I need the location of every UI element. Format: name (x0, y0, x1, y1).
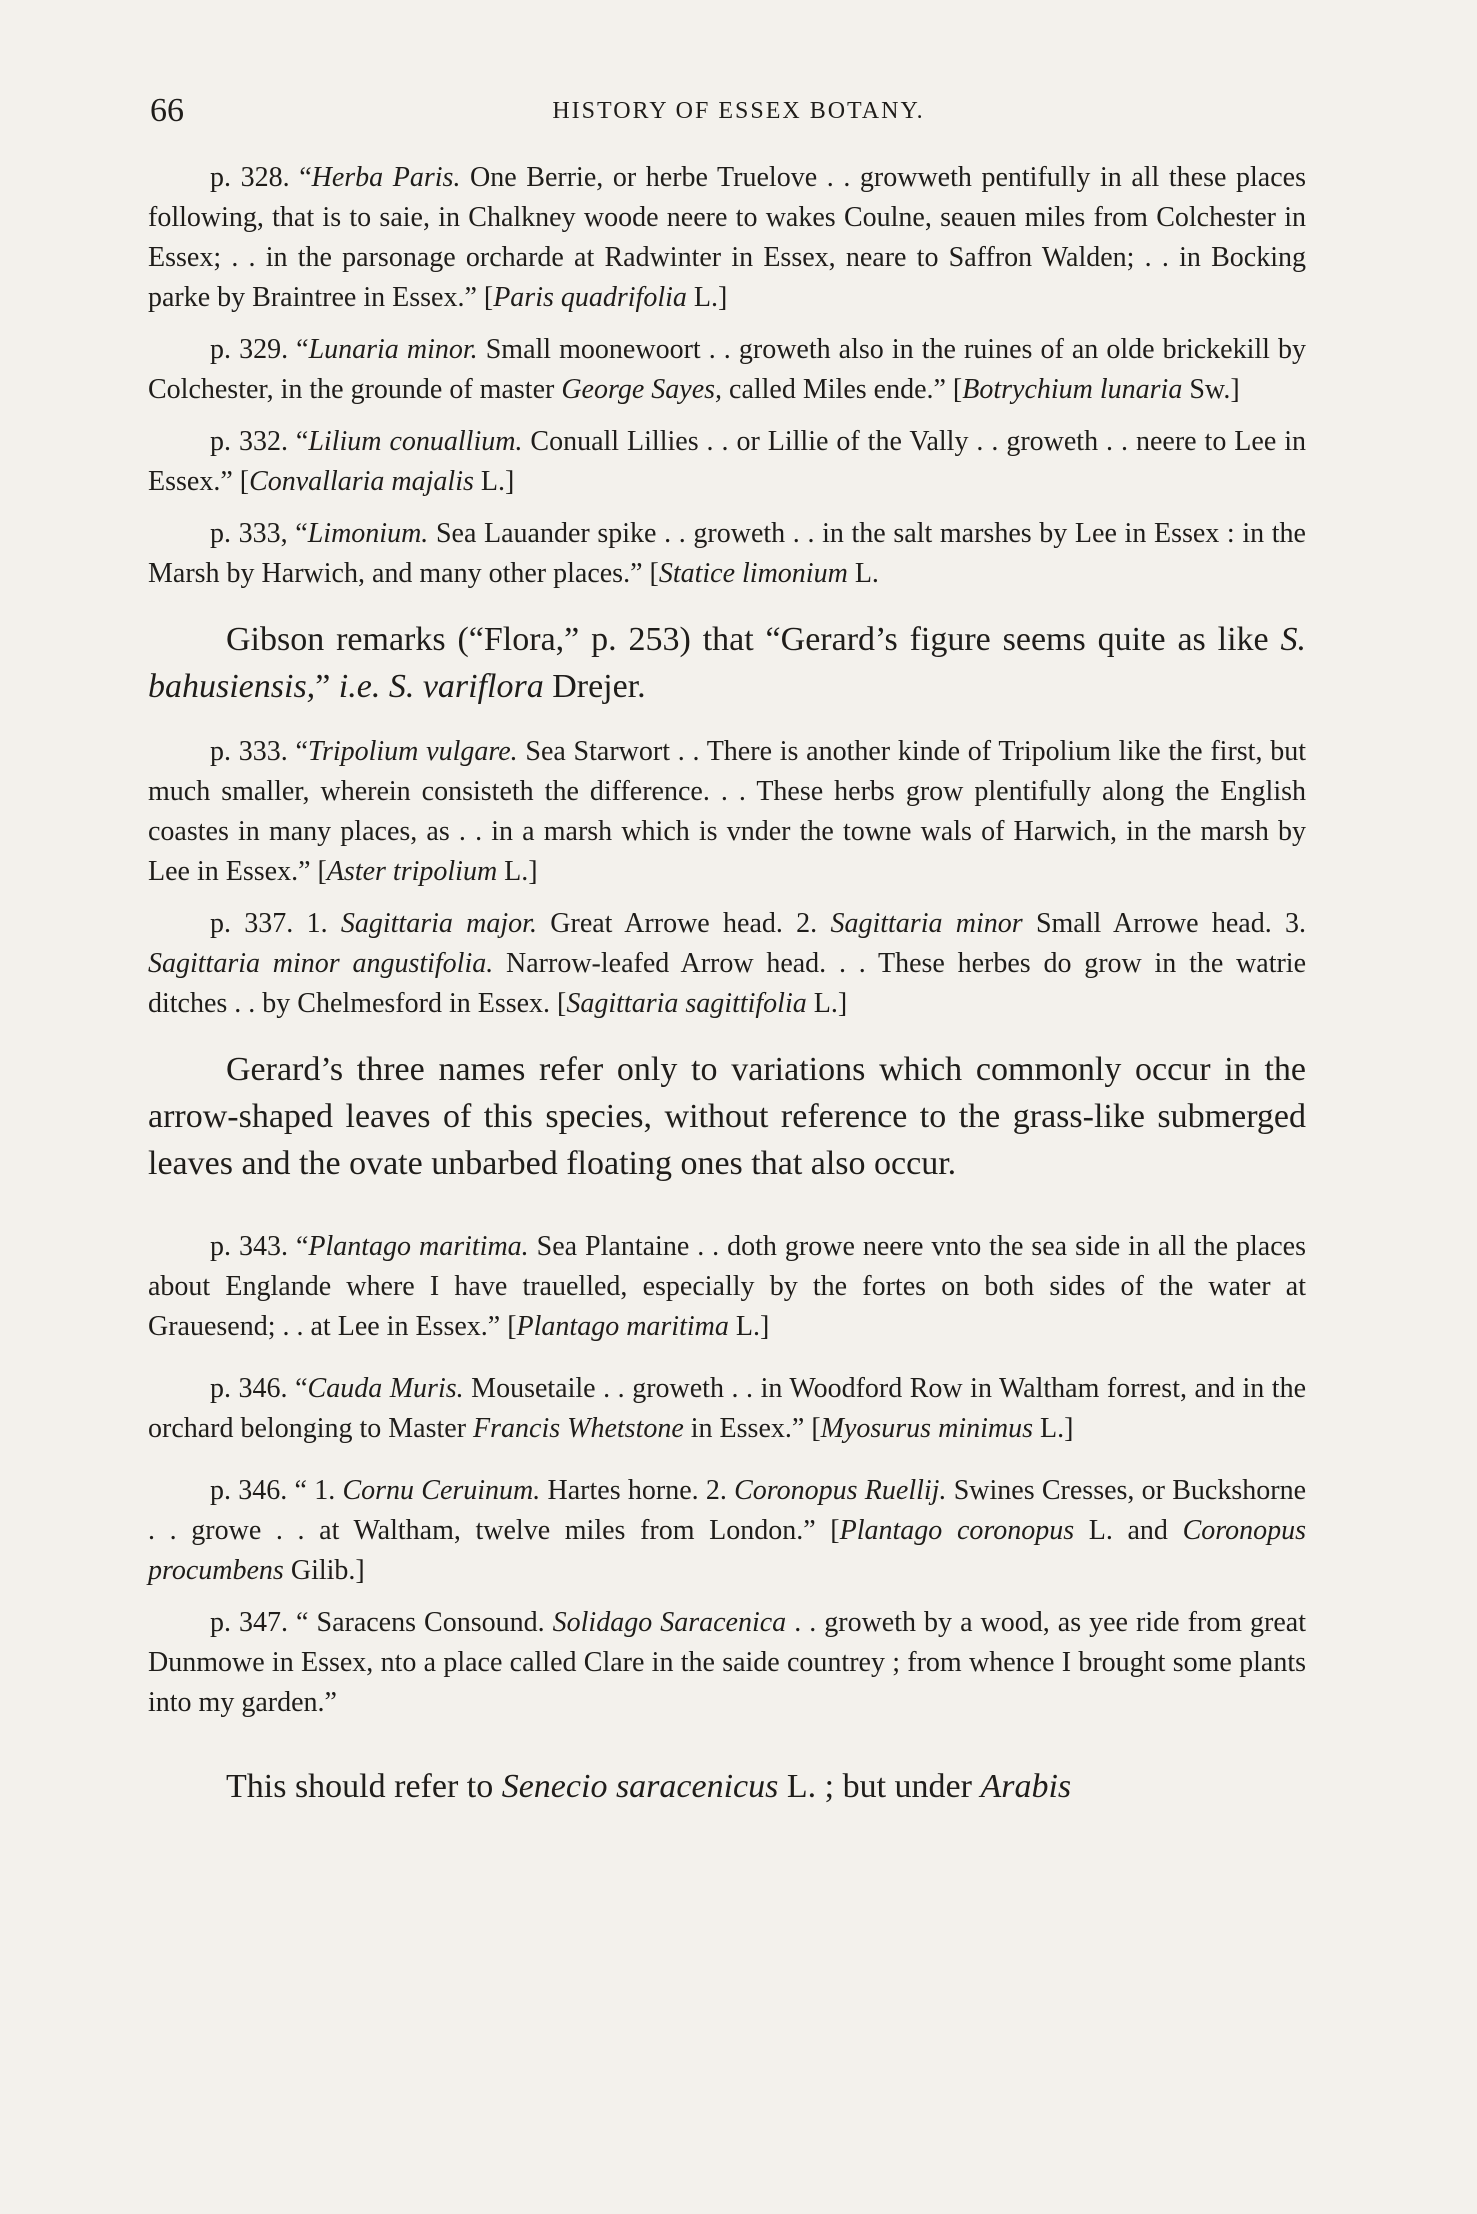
entry-limonium (148, 514, 1306, 594)
text-run: Small Arrowe head. 3. (1022, 908, 1306, 939)
entry-cornu-ceruinum (148, 1471, 1306, 1591)
italic-name: Paris quadrifolia (493, 282, 687, 313)
running-title: HISTORY OF ESSEX BOTANY. (552, 98, 925, 124)
text-run: p. 347. “ Saracens Consound. (210, 1607, 553, 1638)
text-run: L. ; but under (778, 1768, 981, 1805)
italic-name: Herba Paris. (311, 162, 461, 193)
entry-lilium-conuallium (148, 422, 1306, 502)
italic-name: Limonium. (307, 518, 429, 549)
text-run: p. 333. “ (210, 736, 308, 767)
text-run: Hartes horne. 2. (540, 1475, 735, 1506)
text-run: L.] (686, 282, 728, 313)
commentary-gerard-names (148, 1046, 1306, 1187)
text-run: L. and (1074, 1515, 1183, 1546)
entry-sagittaria (148, 904, 1306, 1024)
text-run: Swines Cresses, or Buckshorne . . growe . . at Waltham, twelve miles from London.” [ (148, 1475, 1306, 1546)
text-run: Narrow-leafed Arrow head. . . These herbes do grow in the watrie ditches . . by Chelmesford in Essex. [ (148, 948, 1307, 1019)
text-run: . . groweth by a wood, as yee ride from great Dunmowe in Essex, nto a place called Clare in the saide countrey ; from whence I brought some plants into my garden.” (148, 1607, 1306, 1718)
entry-saracens-consound (148, 1603, 1306, 1723)
italic-name: Lunaria minor. (308, 334, 478, 365)
page-number: 66 (150, 92, 184, 129)
text-run: Sea Lauander spike . . groweth . . in the salt marshes by Lee in Essex : in the Marsh by Harwich, and many other places.” [ (148, 518, 1306, 589)
italic-name: George Sayes, (561, 374, 723, 405)
italic-name: Aster tripolium (326, 856, 498, 887)
text-run: Gilib.] (283, 1555, 365, 1586)
text-run: p. 333, “ (210, 518, 308, 549)
italic-name: Sagittaria minor angustifolia. (148, 948, 494, 979)
text-run: This should refer to (226, 1768, 502, 1805)
italic-name: Sagittaria major. (340, 908, 537, 939)
italic-name: Coronopus Ruellij. (734, 1475, 947, 1506)
page-body (148, 158, 1306, 1810)
italic-name: S. bahusiensis, (148, 621, 1306, 705)
text-run: Sea Starwort . . There is another kinde of Tripolium like the first, but much smaller, wherein consisteth the difference. . . These herbs grow plentifully along the English coastes in many places, as . . in a marsh which is vnder the towne wals of Harwich, in the marsh by Lee in Essex.” [ (148, 736, 1306, 887)
text-run: One Berrie, or herbe Truelove . . growweth pentifully in all these places following, that is to saie, in Chalkney woode neere to wakes Coulne, seauen miles from Colchester in Essex; . . in the parsonage orcharde at Radwinter in Essex, neare to Saffron Walden; . . in Bocking parke by Braintree in Essex.” [ (148, 162, 1306, 313)
text-run: Sea Plantaine . . doth growe neere vnto the sea side in all the places about Englande where I have trauelled, especially by the fortes on both sides of the water at Grauesend; . . at Lee in Essex.” [ (148, 1231, 1306, 1342)
italic-name: Tripolium vulgare. (307, 736, 518, 767)
text-run: L.] (806, 988, 848, 1019)
text-run: Sw.] (1182, 374, 1240, 405)
text-run: Small moonewoort . . groweth also in the ruines of an olde brickekill by Colchester, in the grounde of master (148, 334, 1306, 405)
text-run: Mousetaile . . groweth . . in Woodford Row in Waltham forrest, and in the orchard belonging to Master (148, 1373, 1307, 1444)
italic-name: Francis Whetstone (473, 1413, 684, 1444)
text-run: p. 343. “ (210, 1231, 309, 1262)
text-run: Great Arrowe head. 2. (536, 908, 831, 939)
italic-name: Lilium conuallium. (308, 426, 523, 457)
italic-name: Coronopus procumbens (148, 1515, 1307, 1586)
text-run: p. 346. “ 1. (210, 1475, 343, 1506)
text-run: p. 328. “ (210, 162, 312, 193)
italic-name: Cauda Muris. (307, 1373, 464, 1404)
italic-name: Cornu Ceruinum. (342, 1475, 541, 1506)
italic-name: Plantago coronopus (839, 1515, 1075, 1546)
page-header (150, 92, 1327, 132)
italic-name: Plantago maritima (516, 1311, 729, 1342)
text-run: in Essex.” [ (683, 1413, 821, 1444)
text-run: L.] (473, 466, 515, 497)
entry-plantago-maritima (148, 1227, 1306, 1347)
italic-name: Arabis (980, 1768, 1072, 1805)
entry-lunaria-minor (148, 330, 1306, 410)
entry-cauda-muris (148, 1369, 1306, 1449)
entry-herba-paris (148, 158, 1306, 318)
text-run: L.] (1032, 1413, 1074, 1444)
text-run: L.] (497, 856, 538, 887)
italic-name: Sagittaria minor (830, 908, 1023, 939)
text-run: Drejer. (543, 668, 646, 705)
italic-name: Statice limonium (658, 558, 848, 589)
italic-name: Convallaria majalis (249, 466, 474, 497)
italic-name: Plantago maritima. (308, 1231, 529, 1262)
text-run: p. 346. “ (210, 1373, 308, 1404)
commentary-senecio (148, 1763, 1306, 1810)
text-run: p. 337. 1. (210, 908, 341, 939)
text-run: Conuall Lillies . . or Lillie of the Vally . . groweth . . neere to Lee in Essex.” [ (148, 426, 1306, 497)
italic-name: Myosurus minimus (820, 1413, 1033, 1444)
text-run: L.] (728, 1311, 770, 1342)
text-run: ” (315, 668, 339, 705)
italic-name: i.e. S. variflora (338, 668, 544, 705)
commentary-gibson (148, 616, 1306, 710)
text-run: called Miles ende.” [ (722, 374, 963, 405)
text-run: Gerard’s three names refer only to variations which commonly occur in the arrow-shaped leaves of this species, without reference to the grass-like submerged leaves and the ovate unbarbed floating ones that also occur. (148, 1051, 1306, 1182)
italic-name: Sagittaria sagittifolia (566, 988, 807, 1019)
text-run: p. 332. “ (210, 426, 309, 457)
italic-name: Botrychium lunaria (962, 374, 1183, 405)
entry-tripolium-vulgare (148, 732, 1306, 892)
text-run: Gibson remarks (“Flora,” p. 253) that “Gerard’s figure seems quite as like (226, 621, 1281, 658)
italic-name: Senecio saracenicus (501, 1768, 779, 1805)
text-run: p. 329. “ (210, 334, 309, 365)
text-run: L. (847, 558, 879, 589)
italic-name: Solidago Saracenica (552, 1607, 787, 1638)
